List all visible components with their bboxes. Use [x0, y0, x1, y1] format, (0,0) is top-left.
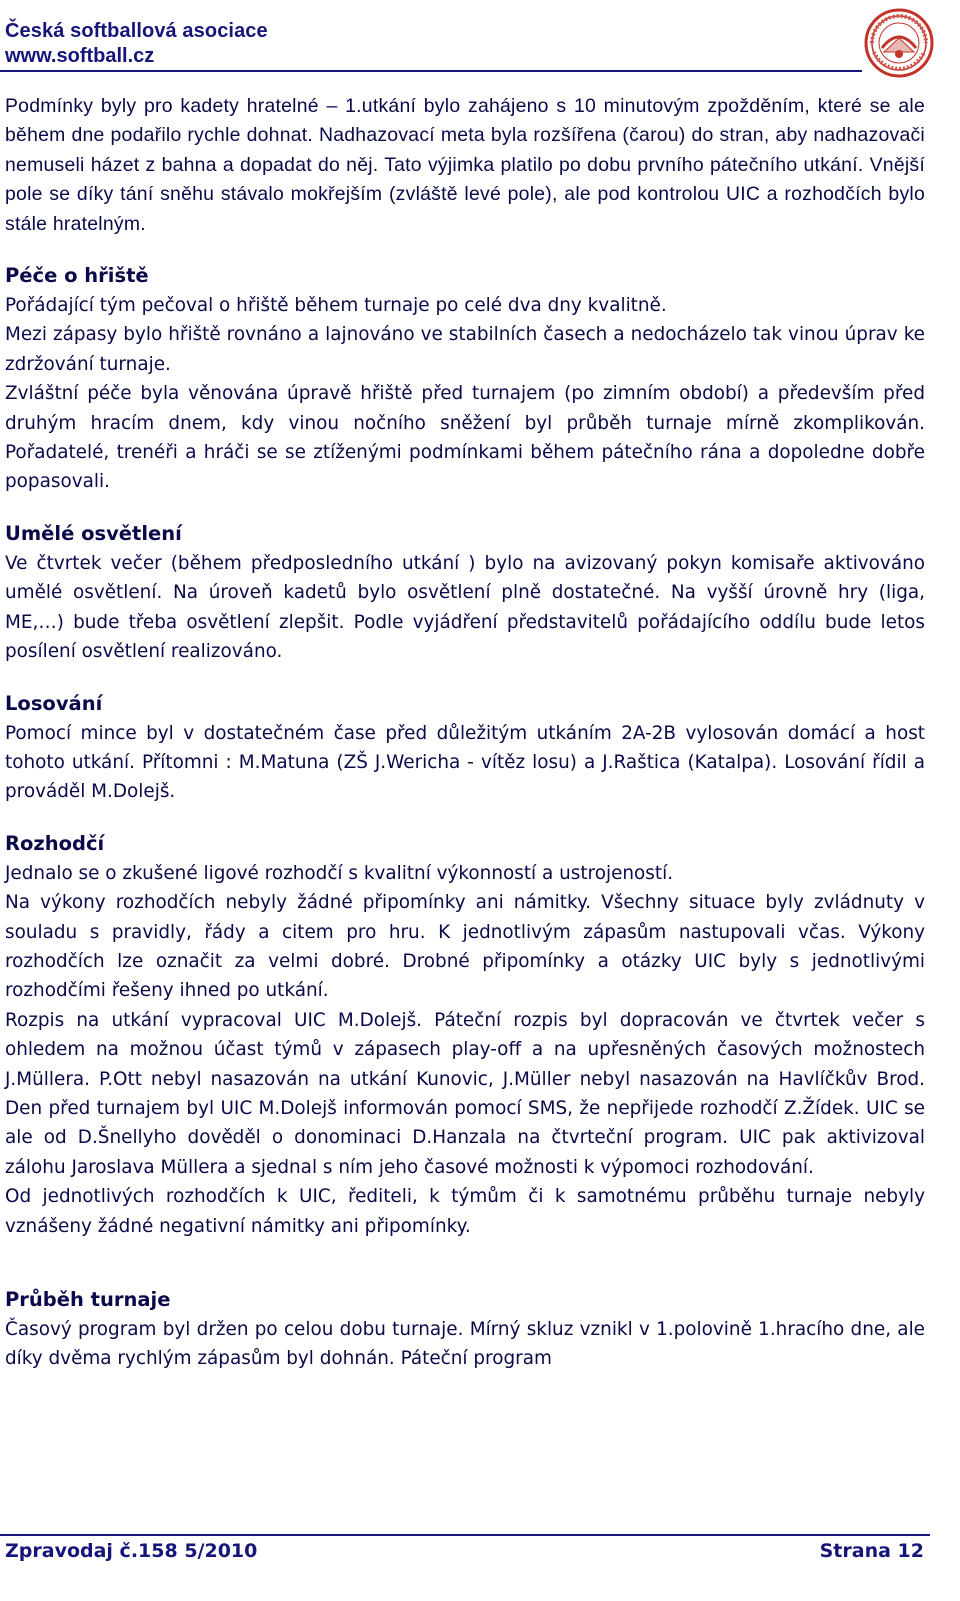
paragraph: Zvláštní péče byla věnována úpravě hřiště před turnajem (po zimním období) a především před druhým hracím dnem, kdy vinou nočního sněžení byl průběh turnaje mírně zkomplikován. Pořadatelé, trenéři a hráči se se ztíženými podmínkami během pátečního rána a dopoledne dobře popasovali.	[5, 383, 925, 493]
section-umpires	[5, 829, 925, 1241]
section-heading: Péče o hřiště	[5, 264, 149, 288]
newsletter-issue: Zpravodaj č.158 5/2010	[5, 1540, 258, 1562]
paragraph: Na výkony rozhodčích nebyly žádné připomínky ani námitky. Všechny situace byly zvládnuty v souladu s pravidly, řády a citem pro hru. K jednotlivým zápasům nastupovali včas. Výkony rozhodčích lze označit za velmi dobré. Drobné připomínky a otázky UIC byly s jednotlivými rozhodčími řešeny ihned po utkání.	[5, 892, 925, 1002]
section-heading: Rozhodčí	[5, 831, 105, 855]
softball-association-seal-icon	[860, 8, 938, 78]
paragraph: Ve čtvrtek večer (během předposledního utkání ) bylo na avizovaný pokyn komisaře aktivováno umělé osvětlení. Na úroveň kadetů bylo osvětlení plně dostatečné. Na vyšší úrovně hry (liga, ME,…) bude třeba osvětlení zlepšit. Podle vyjádření představitelů pořádajícího oddílu bude letos posílení osvětlení realizováno.	[5, 552, 925, 663]
organization-url[interactable]: www.softball.cz	[5, 45, 155, 67]
paragraph: Pořádající tým pečoval o hřiště během turnaje po celé dva dny kvalitně.	[5, 295, 667, 317]
document-body	[5, 92, 925, 1374]
organization-name: Česká softballová asociace	[5, 20, 268, 42]
section-lighting	[5, 519, 925, 667]
section-heading: Umělé osvětlení	[5, 521, 182, 545]
section-heading: Losování	[5, 691, 103, 715]
section-heading: Průběh turnaje	[5, 1288, 171, 1311]
section-tournament-progress	[5, 1285, 925, 1374]
paragraph: Rozpis na utkání vypracoval UIC M.Dolejš. Páteční rozpis byl dopracován ve čtvrtek večer s ohledem na možnou účast týmů v zápasech play-off a na upřesněných časových možnostech J.Müllera. P.Ott nebyl nasazován na utkání Kunovic, J.Müller nebyl nasazován na Havlíčkův Brod. Den před turnajem byl UIC M.Dolejš informován pomocí SMS, že nepřijede rozhodčí Z.Žídek. UIC se ale od D.Šnellyho dověděl o donominaci D.Hanzala na čtvrteční program. UIC pak aktivizoval zálohu Jaroslava Müllera a sjednal s ním jeho časové možnosti k výpomoci rozhodování.	[5, 1009, 925, 1178]
paragraph: Od jednotlivých rozhodčích k UIC, řediteli, k týmům či k samotnému průběhu turnaje nebyly vznášeny žádné negativní námitky ani připomínky.	[5, 1186, 925, 1237]
paragraph: Pomocí mince byl v dostatečném čase před důležitým utkáním 2A-2B vylosován domácí a host tohoto utkání. Přítomni : M.Matuna (ZŠ J.Wericha - vítěz losu) a J.Raštica (Katalpa). Losování řídil a prováděl M.Dolejš.	[5, 722, 925, 803]
section-draw	[5, 689, 925, 807]
footer-divider	[0, 1534, 930, 1536]
paragraph: Časový program byl držen po celou dobu turnaje. Mírný skluz vznikl v 1.polovině 1.hracího dne, ale díky dvěma rychlým zápasům byl dohnán. Páteční program	[5, 1319, 925, 1370]
header-divider	[0, 70, 862, 72]
intro-paragraph: Podmínky byly pro kadety hratelné – 1.utkání bylo zahájeno s 10 minutovým zpožděním, které se ale během dne podařilo rychle dohnat. Nadhazovací meta byla rozšířena (čarou) do stran, aby nadhazovači nemuseli házet z bahna a dopadat do něj. Tato výjimka platilo po dobu prvního pátečního utkání. Vnější pole se díky tání sněhu stávalo mokřejším (zvláště levé pole), ale pod kontrolou UIC a rozhodčích bylo stále hratelným.	[5, 95, 925, 235]
page-footer	[0, 1530, 960, 1600]
paragraph: Jednalo se o zkušené ligové rozhodčí s kvalitní výkonností a ustrojeností.	[5, 862, 674, 884]
page-number: Strana 12	[819, 1540, 924, 1562]
page-header	[0, 0, 960, 80]
paragraph: Mezi zápasy bylo hřiště rovnáno a lajnováno ve stabilních časech a nedocházelo tak vinou úprav ke zdržování turnaje.	[5, 324, 925, 375]
section-field-care	[5, 261, 925, 497]
